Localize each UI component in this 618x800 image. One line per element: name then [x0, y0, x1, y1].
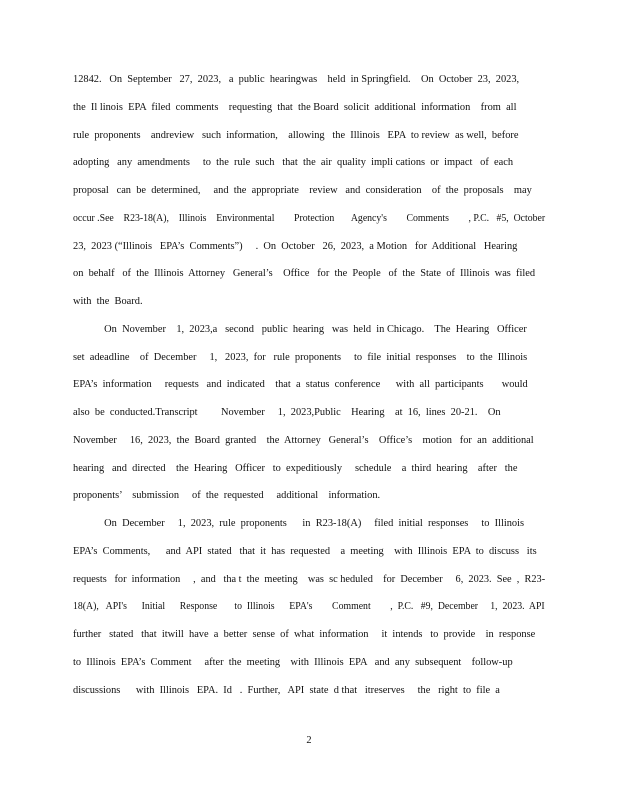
text-line: adopting any amendments to the rule such that the air quality impli cations or impact of each: [73, 157, 514, 169]
text-line: occur .See R23-18(A), Illinois Environmental Protection Agency's Comments , P.C. #5, October: [73, 212, 546, 224]
text-line: with the Board.: [73, 296, 143, 307]
text-line: 18(A), API's Initial Response to Illinois EPA's Comment , P.C. #9, December 1, 2023. API: [73, 601, 545, 613]
text-line: hearing and directed the Hearing Officer to expeditiously schedule a third hearing after the: [73, 462, 518, 474]
text-line: proposal can be determined, and the appropriate review and consideration of the proposals may: [73, 185, 532, 196]
page-number: 2: [306, 735, 312, 746]
text-line: proponents’ submission of the requested additional information.: [73, 490, 381, 502]
text-line: November 16, 2023, the Board granted the Attorney General’s Office’s motion for an additional: [73, 434, 534, 446]
text-line: discussions with Illinois EPA. Id . Further, API state d that itreserves the right to file a: [73, 684, 500, 696]
text-line: 12842. On September 27, 2023, a public hearingwas held in Springfield. On October 23, 2023,: [73, 74, 520, 85]
text-line: EPA’s information requests and indicated that a status conference with all participants would: [73, 379, 528, 391]
text-line: also be conducted.Transcript November 1, 2023,Public Hearing at 16, lines 20-21. On: [73, 407, 501, 418]
text-line: to Illinois EPA’s Comment after the meeting with Illinois EPA and any subsequent follow-up: [73, 656, 513, 668]
text-line: 23, 2023 (“Illinois EPA’s Comments”) . On October 26, 2023, a Motion for Additional Hearing: [73, 240, 518, 252]
text-line: the Il linois EPA filed comments requesting that the Board solicit additional information from all: [73, 101, 517, 113]
text-line: On December 1, 2023, rule proponents in R23-18(A) filed initial responses to Illinois: [73, 518, 525, 529]
text-line: On November 1, 2023,a second public hearing was held in Chicago. The Hearing Officer: [73, 323, 527, 335]
text-line: further stated that itwill have a better sense of what information it intends to provide in response: [73, 629, 536, 640]
text-line: on behalf of the Illinois Attorney General’s Office for the People of the State of Illinois was filed: [73, 268, 536, 280]
text-line: EPA’s Comments, and API stated that it has requested a meeting with Illinois EPA to discuss its: [73, 545, 537, 557]
text-line: set adeadline of December 1, 2023, for rule proponents to file initial responses to the Illinois: [73, 351, 528, 363]
text-line: requests for information , and tha t the meeting was sc heduled for December 6, 2023. See , R23-: [73, 573, 546, 585]
text-line: rule proponents andreview such information, allowing the Illinois EPA to review as well, before: [73, 129, 519, 141]
